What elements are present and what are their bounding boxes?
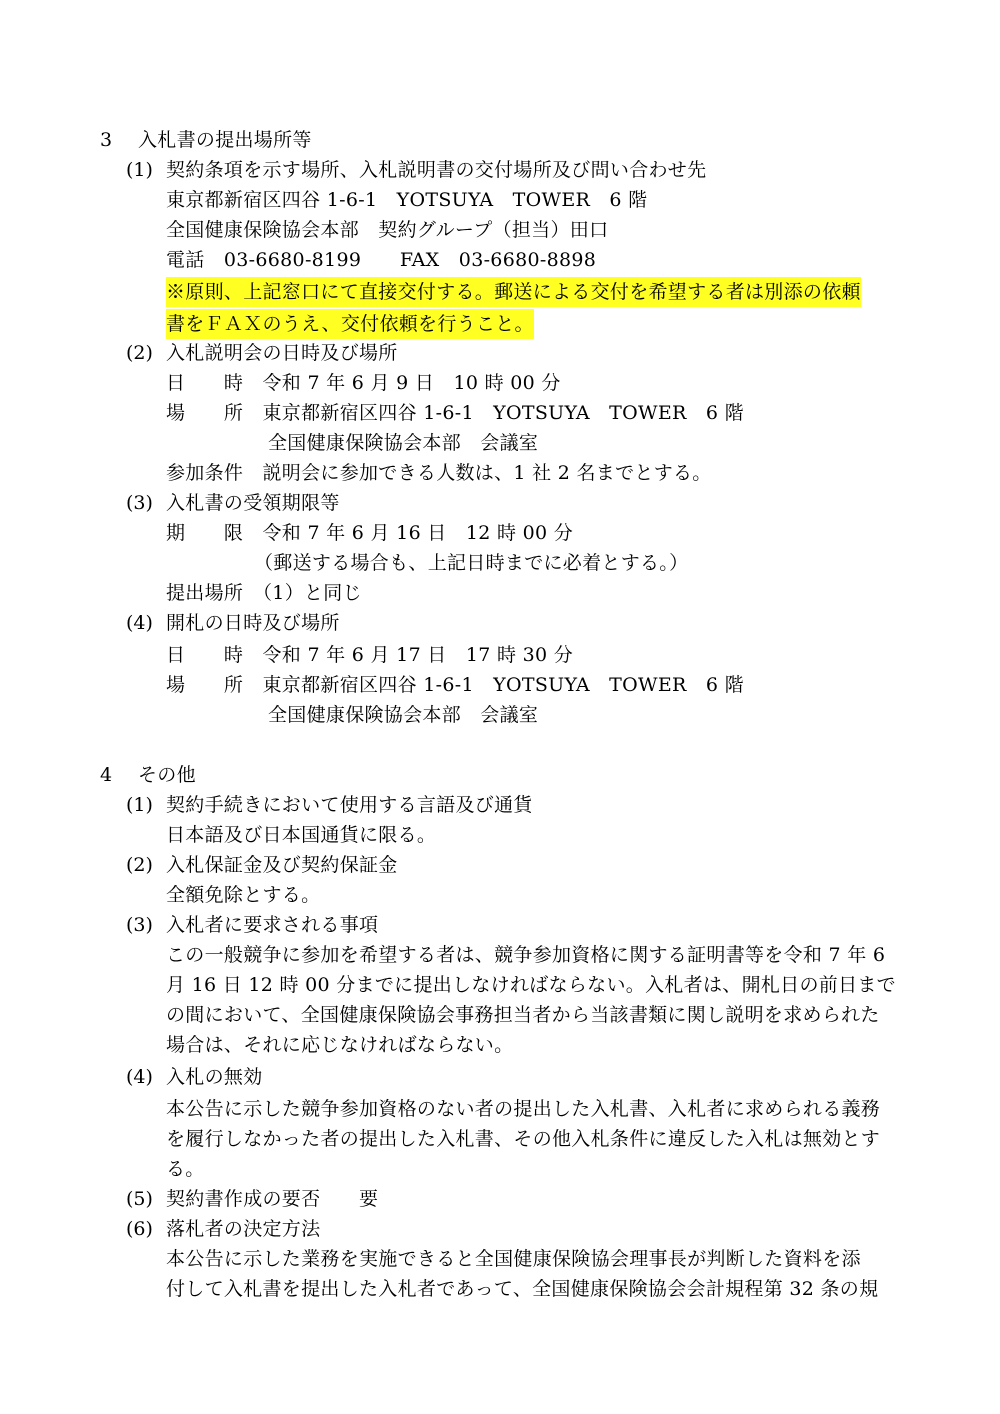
section-3-heading: 入札書の提出場所等 (138, 129, 312, 151)
item-3-1-number: (1) (126, 159, 153, 181)
item-4-1-body: 日本語及び日本国通貨に限る。 (166, 824, 437, 846)
item-4-5-title: 契約書作成の要否 要 (166, 1188, 379, 1210)
item-4-4-title: 入札の無効 (166, 1066, 263, 1088)
item-3-4-number: (4) (126, 612, 153, 634)
item-3-2-conditions: 参加条件 説明会に参加できる人数は、1 社 2 名までとする。 (166, 462, 712, 484)
item-3-1-organization: 全国健康保険協会本部 契約グループ（担当）田口 (166, 219, 609, 241)
item-3-3-submission-place: 提出場所 （1）と同じ (166, 582, 362, 604)
item-3-3-deadline: 期 限 令和 7 年 6 月 16 日 12 時 00 分 (166, 522, 574, 544)
item-4-3-body-line: の間において、全国健康保険協会事務担当者から当該書類に関し説明を求められた (166, 1004, 880, 1026)
item-3-1-contact: 電話 03-6680-8199 FAX 03-6680-8898 (166, 249, 597, 271)
item-4-5-number: (5) (126, 1188, 153, 1210)
item-4-2-title: 入札保証金及び契約保証金 (166, 854, 398, 876)
item-4-3-body-line: 月 16 日 12 時 00 分までに提出しなければならない。入札者は、開札日の前日まで (166, 974, 896, 996)
item-3-4-place-room: 全国健康保険協会本部 会議室 (268, 704, 539, 726)
item-4-4-body-line: る。 (166, 1158, 205, 1180)
item-4-1-title: 契約手続きにおいて使用する言語及び通貨 (166, 794, 533, 816)
highlighted-note-line-2: 書をＦＡＸのうえ、交付依頼を行うこと。 (166, 309, 534, 339)
item-4-6-title: 落札者の決定方法 (166, 1218, 321, 1240)
item-4-2-number: (2) (126, 854, 153, 876)
item-3-2-date: 日 時 令和 7 年 6 月 9 日 10 時 00 分 (166, 372, 561, 394)
item-4-3-number: (3) (126, 914, 153, 936)
item-3-3-number: (3) (126, 492, 153, 514)
section-3-number: 3 (100, 129, 113, 151)
item-3-4-title: 開札の日時及び場所 (166, 612, 340, 634)
highlighted-note-line-1: ※原則、上記窓口にて直接交付する。郵送による交付を希望する者は別添の依頼 (166, 277, 861, 307)
item-3-3-deadline-note: （郵送する場合も、上記日時までに必着とする。） (254, 552, 689, 574)
item-3-2-title: 入札説明会の日時及び場所 (166, 342, 398, 364)
item-4-6-body-line: 本公告に示した業務を実施できると全国健康保険協会理事長が判断した資料を添 (166, 1248, 861, 1270)
item-4-3-body-line: 場合は、それに応じなければならない。 (166, 1034, 514, 1056)
item-3-2-number: (2) (126, 342, 153, 364)
item-3-3-title: 入札書の受領期限等 (166, 492, 340, 514)
item-4-2-body: 全額免除とする。 (166, 884, 321, 906)
item-3-2-place-room: 全国健康保険協会本部 会議室 (268, 432, 539, 454)
item-4-4-number: (4) (126, 1066, 153, 1088)
item-3-2-place: 場 所 東京都新宿区四谷 1-6-1 YOTSUYA TOWER 6 階 (166, 402, 744, 424)
item-4-3-title: 入札者に要求される事項 (166, 914, 379, 936)
section-4-number: 4 (100, 764, 113, 786)
section-4-heading: その他 (138, 764, 196, 786)
item-3-1-title: 契約条項を示す場所、入札説明書の交付場所及び問い合わせ先 (166, 159, 707, 181)
item-4-1-number: (1) (126, 794, 153, 816)
item-3-4-place: 場 所 東京都新宿区四谷 1-6-1 YOTSUYA TOWER 6 階 (166, 674, 744, 696)
item-3-4-date: 日 時 令和 7 年 6 月 17 日 17 時 30 分 (166, 644, 574, 666)
item-4-6-number: (6) (126, 1218, 153, 1240)
item-4-6-body-line: 付して入札書を提出した入札者であって、全国健康保険協会会計規程第 32 条の規 (166, 1278, 879, 1300)
item-3-1-address: 東京都新宿区四谷 1-6-1 YOTSUYA TOWER 6 階 (166, 189, 648, 211)
item-4-4-body-line: を履行しなかった者の提出した入札書、その他入札条件に違反した入札は無効とす (166, 1128, 881, 1150)
item-4-4-body-line: 本公告に示した競争参加資格のない者の提出した入札書、入札者に求められる義務 (166, 1098, 881, 1120)
item-4-3-body-line: この一般競争に参加を希望する者は、競争参加資格に関する証明書等を令和 7 年 6 (166, 944, 886, 966)
